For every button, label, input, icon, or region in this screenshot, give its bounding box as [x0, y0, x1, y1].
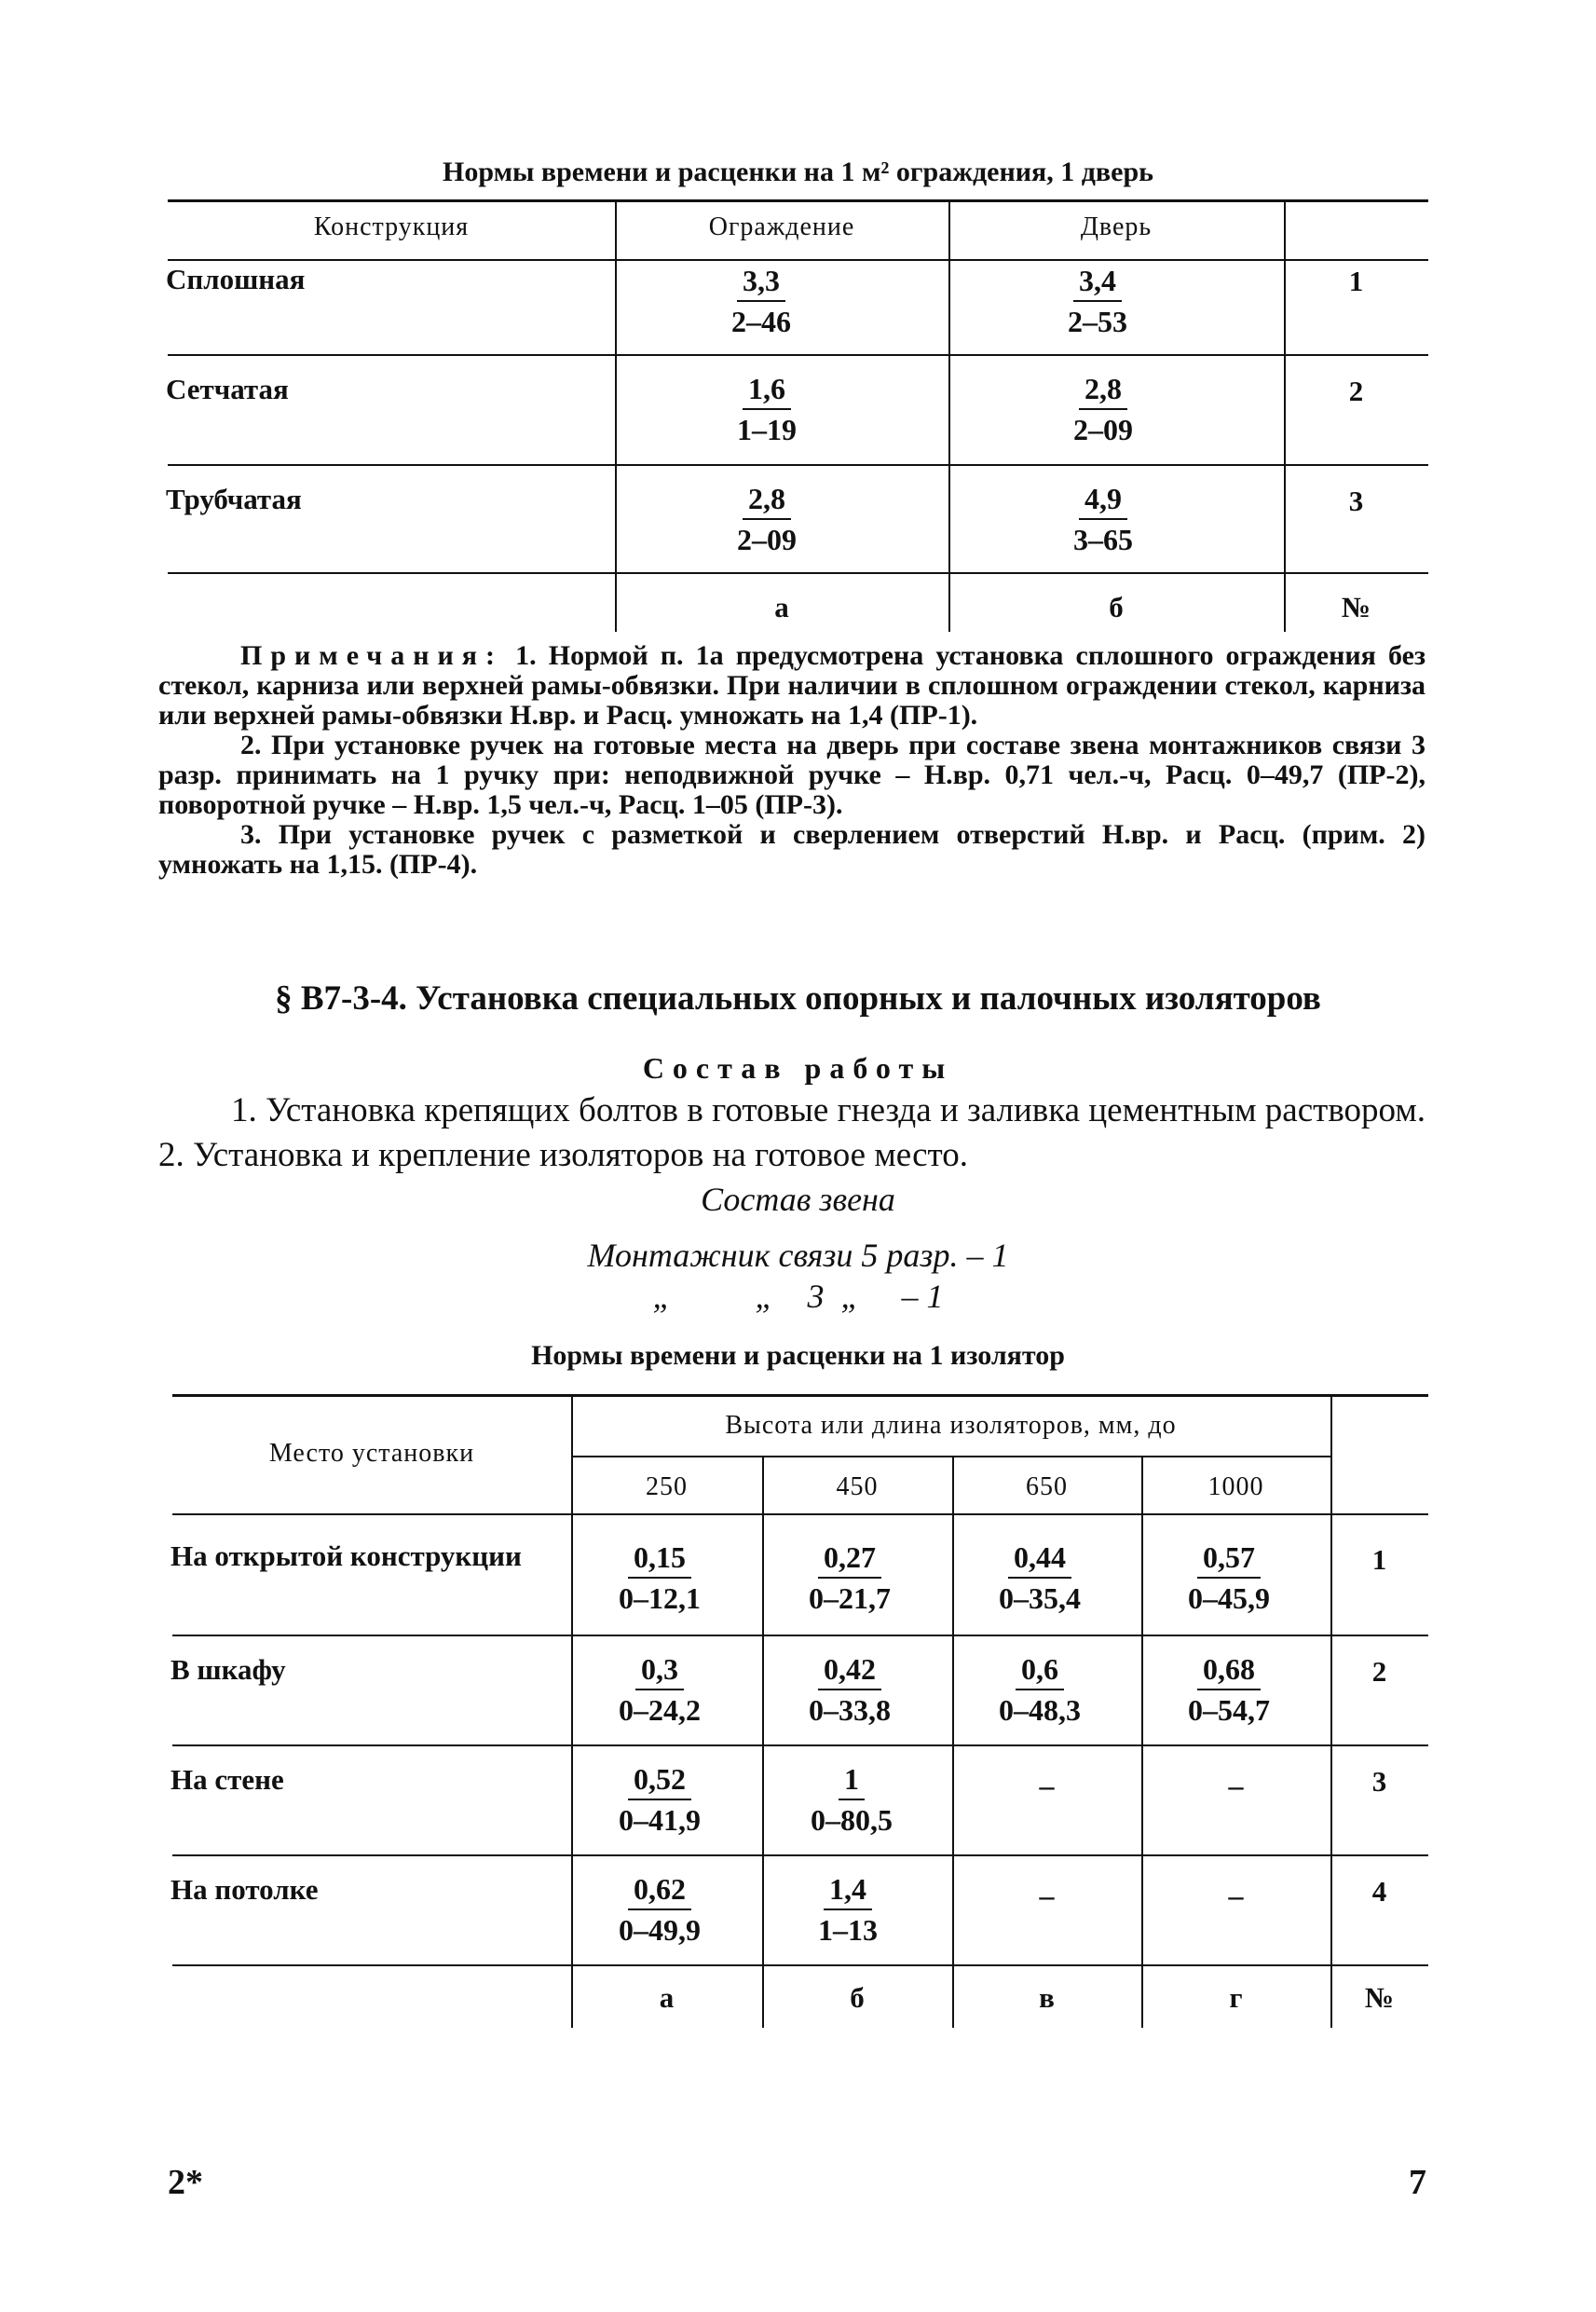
table2-value-450: $\frac{0,27}{0-21,7}$: [809, 1540, 891, 1615]
table1-row-rule: [168, 572, 1428, 574]
table2-top-rule: [172, 1394, 1428, 1397]
table1-row-number: 3: [1348, 485, 1364, 517]
table2-col-letter: в: [1039, 1981, 1055, 2014]
table2-col-letter: №: [1364, 1981, 1395, 2014]
crew-heading: Состав звена: [701, 1181, 895, 1218]
table1-value-a: $\frac{2,8}{2-09}$: [737, 482, 797, 556]
table1-value-b: $\frac{4,9}{3-65}$: [1073, 482, 1133, 556]
table1-row-rule: [168, 354, 1428, 356]
table1-row-rule: [168, 464, 1428, 466]
note-3: 3. При установке ручек с разметкой и сверлением отверстий Н.вр. и Расц. (прим. 2) умножать на 1,15. (ПР-4).: [158, 819, 1425, 880]
note-1: [158, 641, 1425, 731]
notes-block: [158, 641, 1425, 880]
table2-row-rule: [172, 1964, 1428, 1966]
table1-row-number: 1: [1348, 265, 1364, 297]
table1-row-number: 2: [1348, 375, 1364, 407]
table2-col-letter: а: [659, 1981, 675, 2014]
table2-value-250: $\frac{0,3}{0-24,2}$: [619, 1652, 701, 1727]
table2-empty-650: –: [1039, 1879, 1055, 1912]
table2-empty-1000: –: [1228, 1769, 1244, 1802]
table1-col-divider: [615, 199, 617, 632]
table2-value-450: $\frac{0,42}{0-33,8}$: [809, 1652, 891, 1727]
table1-col-letter: №: [1341, 591, 1371, 623]
table2-header-size: 450: [836, 1472, 879, 1501]
crew-line-2: „ „ 3 „ – 1: [652, 1278, 944, 1315]
table2-row-rule: [172, 1744, 1428, 1746]
table2-caption: Нормы времени и расценки на 1 изолятор: [531, 1340, 1065, 1371]
table2-empty-650: –: [1039, 1769, 1055, 1802]
note-2: 2. При установке ручек на готовые места на дверь при составе звена монтажников связи 3 разр. принимать на 1 ручку при: неподвижной ручке – Н.вр. 0,71 чел.-ч, Расц. 0–49,7 (ПР-2), поворотной ручке – Н.вр. 1,5 чел.-ч, Расц. 1–05 (ПР-3).: [158, 730, 1425, 820]
table2-col-divider: [1141, 1456, 1143, 2028]
table1-top-rule: [168, 199, 1428, 202]
table2-value-650: $\frac{0,44}{0-35,4}$: [999, 1540, 1081, 1615]
notes-heading: Примечания:: [240, 640, 504, 671]
table1-col-letter: б: [1109, 591, 1124, 623]
table2-row-label: На потолке: [171, 1873, 319, 1906]
table1-col-divider: [948, 199, 950, 632]
work-text: 1. Установка крепящих болтов в готовые гнезда и заливка цементным раствором. 2. Установка и крепление изоляторов на готовое место.: [158, 1091, 1425, 1174]
table2-col-divider: [762, 1456, 764, 2028]
table2-row-label: На стене: [171, 1763, 284, 1796]
table1-value-b: $\frac{3,4}{2-53}$: [1068, 264, 1127, 338]
table2-row-number: 2: [1371, 1655, 1387, 1688]
table1-header-door: Дверь: [1080, 212, 1153, 241]
crew-line-1: Монтажник связи 5 разр. – 1: [587, 1237, 1009, 1274]
table1-caption: Нормы времени и расценки на 1 м² ограждения, 1 дверь: [443, 157, 1153, 187]
table1-header-fence: Ограждение: [708, 212, 855, 241]
table2-header-rule: [172, 1513, 1428, 1515]
table2-row-number: 1: [1371, 1543, 1387, 1576]
table1-value-a: $\frac{3,3}{2-46}$: [731, 264, 791, 338]
table2-row-label: На открытой конструкции: [171, 1539, 522, 1572]
table2-col-letter: г: [1229, 1981, 1243, 2014]
table2-row-number: 3: [1371, 1765, 1387, 1798]
table2-row-label: В шкафу: [171, 1653, 286, 1686]
table2-value-1000: $\frac{0,57}{0-45,9}$: [1188, 1540, 1270, 1615]
table2-row-rule: [172, 1854, 1428, 1856]
table2-value-250: $\frac{0,62}{0-49,9}$: [619, 1872, 701, 1947]
table1-header-rule: [168, 259, 1428, 261]
table1-header-construction: Конструкция: [313, 212, 470, 241]
table1-value-a: $\frac{1,6}{1-19}$: [737, 372, 797, 446]
table2-header-size: 1000: [1207, 1472, 1264, 1501]
table2-row-number: 4: [1371, 1875, 1387, 1908]
table2-header-size: 250: [646, 1472, 688, 1501]
table1-row-label: Сплошная: [166, 263, 306, 295]
table2-col-divider: [952, 1456, 954, 2028]
table2-col-divider: [1330, 1394, 1332, 2028]
table1-row-label: Сетчатая: [166, 373, 289, 405]
note-1-text: 1. Нормой п. 1а предусмотрена установка сплошного ограждения без стекол, карниза или верхней рамы-обвязки. При наличии в сплошном ограждении стекол, карниза или верхней рамы-обвязки Н.вр. и Расц. умножать на 1,4 (ПР-1).: [158, 640, 1425, 731]
table2-value-1000: $\frac{0,68}{0-54,7}$: [1188, 1652, 1270, 1727]
table2-empty-1000: –: [1228, 1879, 1244, 1912]
page-number: 7: [1409, 2163, 1426, 2202]
table2-value-450: $\frac{1,4}{1-13}$: [818, 1872, 878, 1947]
table2-row-rule: [172, 1635, 1428, 1636]
table1-col-letter: а: [774, 591, 789, 623]
section-title: § В7-3-4. Установка специальных опорных и палочных изоляторов: [275, 979, 1321, 1018]
table2-subheader-rule: [571, 1456, 1330, 1457]
table2-header-size: 650: [1026, 1472, 1068, 1501]
table2-header-place: Место установки: [268, 1439, 475, 1468]
table2-value-250: $\frac{0,52}{0-41,9}$: [619, 1762, 701, 1837]
table2-header-size-group: Высота или длина изоляторов, мм, до: [725, 1411, 1177, 1440]
sheet-signature: 2*: [168, 2163, 203, 2202]
table2-value-450: $\frac{1}{0-80,5}$: [811, 1762, 893, 1837]
work-heading: Состав работы: [642, 1051, 954, 1085]
table2-value-250: $\frac{0,15}{0-12,1}$: [619, 1540, 701, 1615]
table1-value-b: $\frac{2,8}{2-09}$: [1073, 372, 1133, 446]
table1-row-label: Трубчатая: [166, 483, 302, 515]
table2-value-650: $\frac{0,6}{0-48,3}$: [999, 1652, 1081, 1727]
table2-col-letter: б: [850, 1981, 865, 2014]
